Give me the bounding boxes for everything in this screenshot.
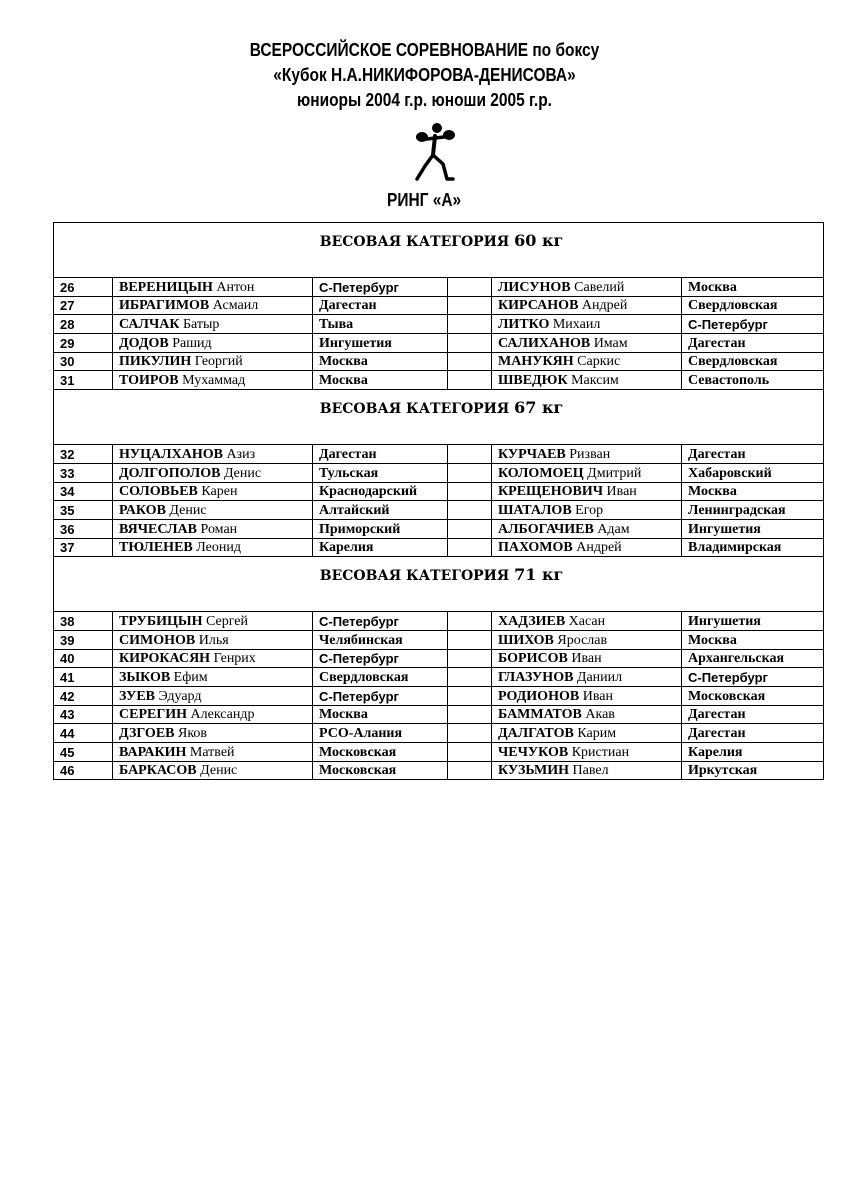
bout-row [54,630,824,649]
blue-corner-region: Севастополь [682,371,824,390]
blue-corner-fighter [492,649,682,668]
result-cell [448,501,492,520]
bout-row [54,687,824,706]
fighter-last-name: СЕРЕГИН [119,707,188,723]
blue-corner-fighter [492,630,682,649]
fighter-last-name: ЗУЕВ [119,688,155,704]
fighter-first-name: Антон [216,279,255,295]
fighter-last-name: САЛИХАНОВ [498,335,591,351]
bout-row [54,519,824,538]
result-cell [448,668,492,687]
red-corner-region: С-Петербург [313,278,448,297]
red-corner-region: С-Петербург [313,687,448,706]
red-corner-fighter [113,724,313,743]
fighter-first-name: Егор [575,502,604,518]
blue-corner-fighter [492,612,682,631]
red-corner-region: Свердловская [313,668,448,687]
title-competition: ВСЕРОССИЙСКОЕ СОРЕВНОВАНИЕ по боксу [249,40,600,60]
bout-row [54,501,824,520]
blue-corner-fighter [492,334,682,353]
blue-corner-fighter [492,687,682,706]
blue-corner-region: Московская [682,687,824,706]
fighter-first-name: Павел [572,763,609,779]
fighter-last-name: КОЛОМОЕЦ [498,465,584,481]
blue-corner-fighter [492,519,682,538]
fighter-first-name: Генрих [213,651,256,667]
bout-row [54,296,824,315]
fighter-first-name: Сергей [206,613,248,629]
red-corner-region: Московская [313,761,448,780]
result-cell [448,463,492,482]
red-corner-region: Дагестан [313,445,448,464]
bout-number: 40 [54,649,113,668]
blue-corner-fighter [492,278,682,297]
red-corner-fighter [113,278,313,297]
red-corner-fighter [113,482,313,501]
bout-row [54,743,824,762]
red-corner-region: Московская [313,743,448,762]
fighter-first-name: Кристиан [571,744,630,760]
result-cell [448,538,492,557]
fighter-last-name: КРЕЩЕНОВИЧ [498,484,604,500]
fighter-last-name: ПАХОМОВ [498,540,573,556]
result-cell [448,371,492,390]
bout-number: 38 [54,612,113,631]
document-header [0,38,849,113]
bout-number: 31 [54,371,113,390]
bout-row [54,445,824,464]
blue-corner-fighter [492,501,682,520]
blue-corner-region: Москва [682,278,824,297]
red-corner-fighter [113,352,313,371]
blue-corner-fighter [492,538,682,557]
red-corner-fighter [113,315,313,334]
blue-corner-region: Москва [682,630,824,649]
fighter-last-name: ЛИТКО [498,317,550,333]
result-cell [448,687,492,706]
fighter-last-name: КУЗЬМИН [498,763,570,779]
result-cell [448,334,492,353]
red-corner-fighter [113,519,313,538]
bout-row [54,463,824,482]
bout-number: 46 [54,761,113,780]
result-cell [448,743,492,762]
fighter-last-name: ТРУБИЦЫН [119,613,203,629]
fighter-first-name: Саркис [577,354,621,370]
blue-corner-fighter [492,296,682,315]
fighter-last-name: АЛБОГАЧИЕВ [498,521,594,537]
red-corner-fighter [113,761,313,780]
fighter-first-name: Карим [577,726,617,742]
fighter-last-name: ВАРАКИН [119,744,187,760]
blue-corner-region: Архангельская [682,649,824,668]
fighter-last-name: ШИХОВ [498,632,554,648]
weight-category-kg: 71 кг [514,565,564,585]
red-corner-fighter [113,630,313,649]
blue-corner-region: Иркутская [682,761,824,780]
blue-corner-region: Москва [682,482,824,501]
bout-number: 34 [54,482,113,501]
fighter-first-name: Савелий [574,279,625,295]
fighter-last-name: ДОЛГОПОЛОВ [119,465,221,481]
blue-corner-region: Дагестан [682,705,824,724]
red-corner-region: Тыва [313,315,448,334]
fighter-last-name: СИМОНОВ [119,632,196,648]
bout-row [54,278,824,297]
bout-number: 29 [54,334,113,353]
fighter-last-name: МАНУКЯН [498,354,574,370]
fighter-first-name: Дмитрий [587,465,642,481]
blue-corner-fighter [492,463,682,482]
result-cell [448,482,492,501]
bout-row [54,538,824,557]
blue-corner-fighter [492,705,682,724]
blue-corner-region: Дагестан [682,724,824,743]
result-cell [448,761,492,780]
fighter-first-name: Михаил [552,317,601,333]
bout-number: 28 [54,315,113,334]
red-corner-region: Краснодарский [313,482,448,501]
red-corner-region: Карелия [313,538,448,557]
ring-title: РИНГ «А» [387,190,462,210]
fighter-last-name: САЛЧАК [119,317,180,333]
fighter-first-name: Азиз [226,446,256,462]
fighter-first-name: Александр [190,707,255,723]
fighter-last-name: ЧЕЧУКОВ [498,744,569,760]
ring-label [0,190,849,211]
red-corner-fighter [113,668,313,687]
bout-number: 44 [54,724,113,743]
title-cup: «Кубок Н.А.НИКИФОРОВА-ДЕНИСОВА» [273,65,576,85]
bout-number: 39 [54,630,113,649]
red-corner-fighter [113,445,313,464]
red-corner-fighter [113,743,313,762]
red-corner-region: Москва [313,371,448,390]
fighter-first-name: Максим [571,373,619,389]
blue-corner-region: Карелия [682,743,824,762]
title-age-groups: юниоры 2004 г.р. юноши 2005 г.р. [297,90,552,110]
weight-category-label: ВЕСОВАЯ КАТЕГОРИЯ [319,234,510,250]
blue-corner-fighter [492,761,682,780]
fighter-last-name: ГЛАЗУНОВ [498,670,574,685]
weight-category-kg: 67 кг [514,398,564,418]
fighter-last-name: ЗЫКОВ [119,670,171,685]
fighter-first-name: Мухаммад [182,373,246,389]
fighter-first-name: Асмаил [212,298,259,314]
weight-category-heading [54,557,824,612]
bout-row [54,724,824,743]
bout-number: 33 [54,463,113,482]
fighter-last-name: БАРКАСОВ [119,763,197,779]
bout-number: 37 [54,538,113,557]
bout-row [54,315,824,334]
red-corner-region: С-Петербург [313,612,448,631]
fighter-last-name: РОДИОНОВ [498,688,580,704]
blue-corner-region: Дагестан [682,334,824,353]
bout-number: 35 [54,501,113,520]
result-cell [448,519,492,538]
bout-table [53,222,824,780]
fighter-last-name: ШАТАЛОВ [498,502,572,518]
red-corner-region: Ингушетия [313,334,448,353]
red-corner-fighter [113,501,313,520]
result-cell [448,445,492,464]
fighter-last-name: ТЮЛЕНЕВ [119,540,193,556]
fighter-first-name: Андрей [581,298,628,314]
blue-corner-region: С-Петербург [682,315,824,334]
fighter-first-name: Андрей [576,540,622,556]
fighter-first-name: Иван [582,688,613,704]
boxer-pictogram-icon [413,122,465,184]
red-corner-region: С-Петербург [313,649,448,668]
fighter-last-name: ДОДОВ [119,335,169,351]
fighter-last-name: БОРИСОВ [498,651,568,667]
fighter-last-name: ИБРАГИМОВ [119,298,210,314]
red-corner-fighter [113,371,313,390]
blue-corner-region: Дагестан [682,445,824,464]
fighter-first-name: Акав [585,707,615,723]
weight-category-heading [54,390,824,445]
result-cell [448,630,492,649]
result-cell [448,296,492,315]
bout-row [54,352,824,371]
weight-category-row [54,390,824,445]
fighter-last-name: ВЯЧЕСЛАВ [119,521,198,537]
fighter-first-name: Хасан [568,613,606,629]
fighter-last-name: СОЛОВЬЕВ [119,484,198,500]
result-cell [448,352,492,371]
fighter-first-name: Денис [223,465,262,481]
blue-corner-region: Ингушетия [682,519,824,538]
bout-number: 30 [54,352,113,371]
fighter-last-name: ДАЛГАТОВ [498,726,574,742]
red-corner-fighter [113,649,313,668]
bout-row [54,761,824,780]
fighter-last-name: КИРОКАСЯН [119,651,211,667]
bout-row [54,705,824,724]
bout-row [54,482,824,501]
blue-corner-fighter [492,482,682,501]
fighter-first-name: Георгий [194,354,243,370]
red-corner-region: Челябинская [313,630,448,649]
weight-category-row [54,557,824,612]
fighter-first-name: Денис [169,502,207,518]
fighter-first-name: Имам [593,335,628,351]
blue-corner-region: Свердловская [682,296,824,315]
fighter-first-name: Яков [178,726,208,742]
bout-number: 42 [54,687,113,706]
result-cell [448,278,492,297]
bout-number: 43 [54,705,113,724]
weight-category-label: ВЕСОВАЯ КАТЕГОРИЯ [319,568,510,585]
fighter-last-name: ШВЕДЮК [498,373,568,389]
fighter-last-name: КУРЧАЕВ [498,446,566,462]
red-corner-region: РСО-Алания [313,724,448,743]
fighter-first-name: Иван [571,651,602,667]
result-cell [448,724,492,743]
blue-corner-region: Свердловская [682,352,824,371]
bout-number: 41 [54,668,113,687]
result-cell [448,649,492,668]
bout-number: 26 [54,278,113,297]
fighter-last-name: БАММАТОВ [498,707,582,723]
blue-corner-fighter [492,315,682,334]
red-corner-region: Москва [313,352,448,371]
fighter-last-name: ДЗГОЕВ [119,726,175,742]
red-corner-fighter [113,612,313,631]
fighter-first-name: Иван [606,484,637,500]
red-corner-fighter [113,687,313,706]
red-corner-fighter [113,463,313,482]
bout-number: 36 [54,519,113,538]
bout-number: 45 [54,743,113,762]
fighter-last-name: РАКОВ [119,502,166,518]
weight-category-row [54,223,824,278]
fighter-first-name: Карен [201,484,238,500]
weight-category-label: ВЕСОВАЯ КАТЕГОРИЯ [319,401,510,418]
bout-row [54,612,824,631]
blue-corner-fighter [492,352,682,371]
fighter-first-name: Батыр [183,317,220,333]
bout-number: 27 [54,296,113,315]
fighter-first-name: Даниил [576,670,623,685]
bout-row [54,649,824,668]
red-corner-region: Алтайский [313,501,448,520]
bout-table-body [54,223,824,780]
fighter-first-name: Денис [200,763,238,779]
blue-corner-region: Ленинградская [682,501,824,520]
red-corner-fighter [113,538,313,557]
fighter-last-name: КИРСАНОВ [498,298,579,314]
bout-row [54,371,824,390]
blue-corner-region: Ингушетия [682,612,824,631]
bout-number: 32 [54,445,113,464]
red-corner-fighter [113,705,313,724]
fighter-first-name: Роман [200,521,238,537]
fighter-last-name: ЛИСУНОВ [498,279,571,295]
fighter-first-name: Адам [597,521,630,537]
fighter-last-name: ПИКУЛИН [119,354,192,370]
blue-corner-fighter [492,743,682,762]
blue-corner-fighter [492,668,682,687]
weight-category-heading [54,223,824,278]
blue-corner-fighter [492,371,682,390]
fighter-first-name: Рашид [172,335,212,351]
fighter-first-name: Матвей [189,744,235,760]
fighter-first-name: Ризван [569,446,611,462]
blue-corner-fighter [492,445,682,464]
fighter-last-name: ВЕРЕНИЦЫН [119,279,213,295]
red-corner-region: Тульская [313,463,448,482]
fighter-last-name: ТОИРОВ [119,373,179,389]
result-cell [448,705,492,724]
blue-corner-fighter [492,724,682,743]
red-corner-region: Приморский [313,519,448,538]
blue-corner-region: Владимирская [682,538,824,557]
fighter-first-name: Эдуард [158,688,202,704]
red-corner-fighter [113,296,313,315]
red-corner-fighter [113,334,313,353]
weight-category-kg: 60 кг [514,231,564,250]
fighter-first-name: Ефим [173,670,208,685]
bout-row [54,668,824,687]
fighter-last-name: НУЦАЛХАНОВ [119,446,223,462]
bout-row [54,334,824,353]
fighter-first-name: Илья [198,632,229,648]
blue-corner-region: Хабаровский [682,463,824,482]
red-corner-region: Дагестан [313,296,448,315]
blue-corner-region: С-Петербург [682,668,824,687]
result-cell [448,612,492,631]
result-cell [448,315,492,334]
fighter-first-name: Леонид [196,540,241,556]
red-corner-region: Москва [313,705,448,724]
fighter-first-name: Ярослав [557,632,608,648]
fighter-last-name: ХАДЗИЕВ [498,613,566,629]
